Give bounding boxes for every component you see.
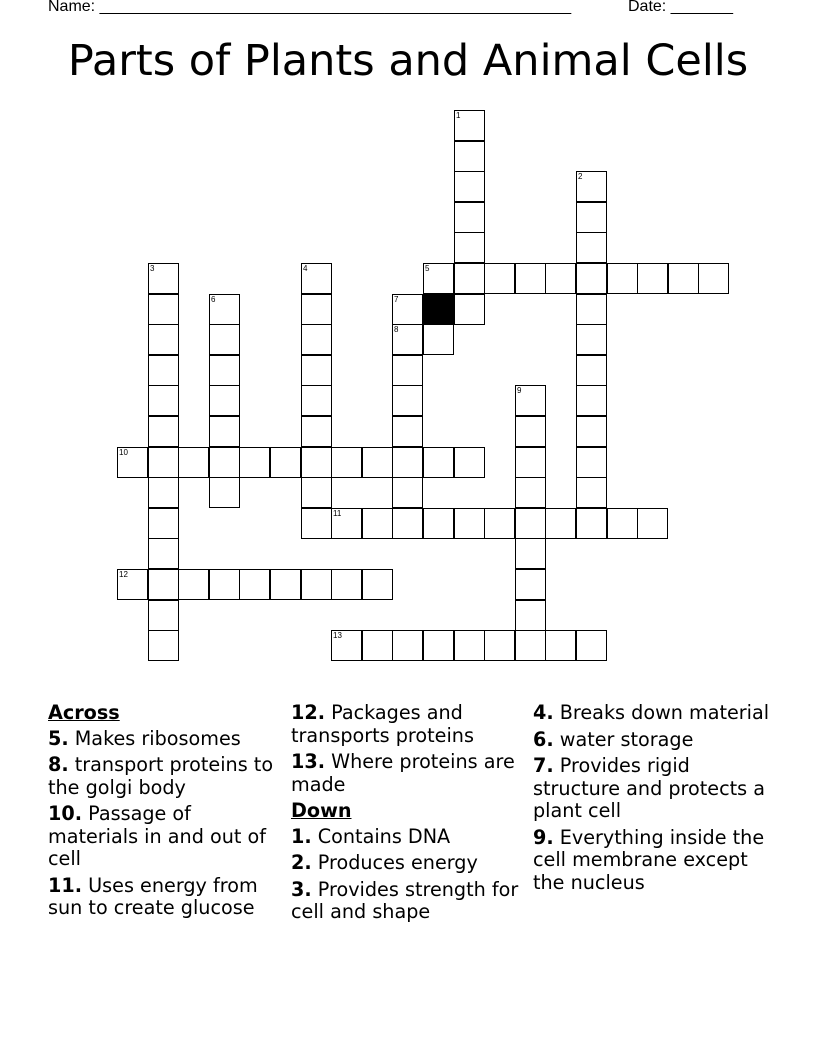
grid-cell[interactable] xyxy=(209,324,240,355)
grid-cell[interactable] xyxy=(607,263,638,294)
grid-cell[interactable] xyxy=(148,508,179,539)
clue-number-label: 8 xyxy=(394,325,399,334)
clue-number-label: 13 xyxy=(333,631,342,640)
grid-cell[interactable] xyxy=(423,324,454,355)
grid-cell[interactable] xyxy=(392,416,423,447)
grid-cell[interactable] xyxy=(270,569,301,600)
grid-cell[interactable] xyxy=(576,416,607,447)
grid-cell[interactable] xyxy=(576,263,607,294)
grid-cell[interactable] xyxy=(209,416,240,447)
grid-cell[interactable] xyxy=(515,508,546,539)
grid-cell[interactable] xyxy=(178,447,209,478)
grid-cell[interactable] xyxy=(515,416,546,447)
grid-cell[interactable] xyxy=(545,508,576,539)
grid-cell[interactable] xyxy=(392,508,423,539)
clue-text: Where proteins are made xyxy=(291,750,515,796)
grid-cell[interactable] xyxy=(148,600,179,631)
grid-cell[interactable] xyxy=(454,202,485,233)
grid-cell[interactable] xyxy=(148,630,179,661)
grid-cell[interactable] xyxy=(148,416,179,447)
grid-cell[interactable] xyxy=(301,263,332,294)
grid-cell[interactable] xyxy=(515,569,546,600)
clue-number: 11. xyxy=(48,873,82,897)
grid-cell[interactable] xyxy=(454,141,485,172)
grid-cell[interactable] xyxy=(148,263,179,294)
clue-text: Passage of materials in and out of cell xyxy=(48,802,266,870)
grid-cell[interactable] xyxy=(362,447,393,478)
clue-text: Makes ribosomes xyxy=(74,726,241,750)
grid-cell[interactable] xyxy=(209,385,240,416)
grid-cell[interactable] xyxy=(576,355,607,386)
grid-cell[interactable] xyxy=(301,508,332,539)
grid-cell[interactable] xyxy=(148,447,179,478)
grid-cell[interactable] xyxy=(607,508,638,539)
grid-cell[interactable] xyxy=(637,508,668,539)
grid-cell[interactable] xyxy=(515,385,546,416)
clue-number-label: 10 xyxy=(119,448,128,457)
grid-cell[interactable] xyxy=(576,630,607,661)
grid-cell[interactable] xyxy=(576,385,607,416)
grid-cell[interactable] xyxy=(423,263,454,294)
grid-cell[interactable] xyxy=(576,508,607,539)
grid-cell[interactable] xyxy=(362,569,393,600)
grid-cell[interactable] xyxy=(515,477,546,508)
clue-down-2 xyxy=(291,852,523,875)
grid-cell[interactable] xyxy=(148,538,179,569)
grid-cell[interactable] xyxy=(454,263,485,294)
clue-number-label: 4 xyxy=(303,264,308,273)
grid-cell[interactable] xyxy=(545,630,576,661)
grid-cell[interactable] xyxy=(576,202,607,233)
clue-number: 10. xyxy=(48,802,82,825)
clue-number-label: 9 xyxy=(517,386,522,395)
grid-cell[interactable] xyxy=(698,263,729,294)
grid-cell[interactable] xyxy=(576,477,607,508)
grid-cell[interactable] xyxy=(148,385,179,416)
clue-text: Breaks down material xyxy=(559,701,770,724)
grid-cell[interactable] xyxy=(148,324,179,355)
grid-cell[interactable] xyxy=(515,630,546,661)
clue-down-7 xyxy=(533,755,773,823)
grid-cell[interactable] xyxy=(392,355,423,386)
grid-cell[interactable] xyxy=(148,355,179,386)
grid-cell[interactable] xyxy=(392,630,423,661)
clue-across-5 xyxy=(48,728,280,751)
clue-number: 5. xyxy=(48,726,69,750)
grid-cell[interactable] xyxy=(239,569,270,600)
down-heading: Down xyxy=(291,799,352,822)
clue-text: Contains DNA xyxy=(317,824,451,848)
clue-text: Uses energy from sun to create glucose xyxy=(48,873,258,919)
grid-cell[interactable] xyxy=(668,263,699,294)
grid-cell[interactable] xyxy=(576,294,607,325)
page-title: Parts of Plants and Animal Cells xyxy=(67,36,749,86)
grid-cell[interactable] xyxy=(117,569,148,600)
clue-number-label: 3 xyxy=(150,264,155,273)
clue-number: 3. xyxy=(291,877,312,901)
grid-cell[interactable] xyxy=(331,569,362,600)
clue-down-1 xyxy=(291,826,523,849)
clue-text: Everything inside the cell membrane except the nucleus xyxy=(533,825,765,894)
clue-down-6 xyxy=(533,729,773,752)
across-heading: Across xyxy=(48,701,120,724)
clues-column-3 xyxy=(533,702,773,898)
clue-number: 9. xyxy=(533,825,554,849)
grid-cell[interactable] xyxy=(454,294,485,325)
grid-cell[interactable] xyxy=(148,569,179,600)
grid-cell[interactable] xyxy=(576,171,607,202)
grid-cell[interactable] xyxy=(331,508,362,539)
grid-cell[interactable] xyxy=(301,324,332,355)
grid-cell[interactable] xyxy=(454,630,485,661)
clue-across-12 xyxy=(291,702,523,747)
grid-cell[interactable] xyxy=(576,447,607,478)
grid-cell[interactable] xyxy=(331,447,362,478)
grid-cell[interactable] xyxy=(301,385,332,416)
grid-cell[interactable] xyxy=(209,477,240,508)
grid-cell[interactable] xyxy=(423,447,454,478)
grid-cell[interactable] xyxy=(637,263,668,294)
clue-text: Packages and transports proteins xyxy=(291,701,474,747)
clue-number-label: 1 xyxy=(456,111,461,120)
grid-cell[interactable] xyxy=(454,110,485,141)
clue-down-9 xyxy=(533,827,773,895)
grid-cell[interactable] xyxy=(392,324,423,355)
grid-cell[interactable] xyxy=(270,447,301,478)
clue-across-11 xyxy=(48,875,280,920)
grid-cell[interactable] xyxy=(545,263,576,294)
grid-cell[interactable] xyxy=(454,232,485,263)
clue-number-label: 12 xyxy=(119,570,128,579)
grid-cell[interactable] xyxy=(484,630,515,661)
grid-cell[interactable] xyxy=(209,355,240,386)
grid-cell[interactable] xyxy=(515,447,546,478)
black-square xyxy=(423,294,454,325)
grid-cell[interactable] xyxy=(454,171,485,202)
clue-down-4 xyxy=(533,702,773,725)
clue-number: 7. xyxy=(533,754,554,777)
grid-cell[interactable] xyxy=(392,385,423,416)
clue-number: 13. xyxy=(291,750,325,773)
grid-cell[interactable] xyxy=(454,508,485,539)
grid-cell[interactable] xyxy=(576,324,607,355)
clue-number-label: 7 xyxy=(394,295,399,304)
grid-cell[interactable] xyxy=(454,447,485,478)
grid-cell[interactable] xyxy=(392,294,423,325)
grid-cell[interactable] xyxy=(423,508,454,539)
clue-text: transport proteins to the golgi body xyxy=(48,753,274,799)
grid-cell[interactable] xyxy=(301,569,332,600)
grid-cell[interactable] xyxy=(301,447,332,478)
clue-number: 6. xyxy=(533,727,554,751)
grid-cell[interactable] xyxy=(301,477,332,508)
grid-cell[interactable] xyxy=(392,447,423,478)
grid-cell[interactable] xyxy=(576,232,607,263)
grid-cell[interactable] xyxy=(515,600,546,631)
grid-cell[interactable] xyxy=(484,263,515,294)
grid-cell[interactable] xyxy=(209,569,240,600)
clues-column-1 xyxy=(48,702,280,924)
grid-cell[interactable] xyxy=(423,630,454,661)
grid-cell[interactable] xyxy=(515,538,546,569)
grid-cell[interactable] xyxy=(392,477,423,508)
grid-cell[interactable] xyxy=(301,416,332,447)
clue-number: 1. xyxy=(291,824,312,848)
clue-number-label: 11 xyxy=(333,509,342,518)
grid-cell[interactable] xyxy=(362,630,393,661)
grid-cell[interactable] xyxy=(178,569,209,600)
date-field-label: Date: _______ xyxy=(628,0,733,15)
clues-column-2 xyxy=(291,702,523,928)
grid-cell[interactable] xyxy=(301,294,332,325)
clue-text: Produces energy xyxy=(317,851,478,874)
grid-cell[interactable] xyxy=(484,508,515,539)
clue-text: water storage xyxy=(559,727,694,751)
clue-text: Provides strength for cell and shape xyxy=(291,877,519,923)
grid-cell[interactable] xyxy=(515,263,546,294)
grid-cell[interactable] xyxy=(117,447,148,478)
clue-number: 8. xyxy=(48,753,69,776)
clue-number: 12. xyxy=(291,701,325,724)
clue-number: 2. xyxy=(291,851,312,874)
clue-across-10 xyxy=(48,803,280,871)
grid-cell[interactable] xyxy=(362,508,393,539)
grid-cell[interactable] xyxy=(331,630,362,661)
grid-cell[interactable] xyxy=(209,294,240,325)
clue-text: Provides rigid structure and protects a plant cell xyxy=(533,754,766,822)
clue-number: 4. xyxy=(533,701,554,724)
clue-number-label: 5 xyxy=(425,264,430,273)
clue-across-8 xyxy=(48,754,280,799)
clue-number-label: 2 xyxy=(578,172,583,181)
grid-cell[interactable] xyxy=(239,447,270,478)
grid-cell[interactable] xyxy=(209,447,240,478)
name-field-label: Name: _____________________________________________________ xyxy=(48,0,572,15)
grid-cell[interactable] xyxy=(148,477,179,508)
grid-cell[interactable] xyxy=(148,294,179,325)
clue-across-13 xyxy=(291,751,523,796)
clue-down-3 xyxy=(291,879,523,924)
clue-number-label: 6 xyxy=(211,295,216,304)
grid-cell[interactable] xyxy=(301,355,332,386)
